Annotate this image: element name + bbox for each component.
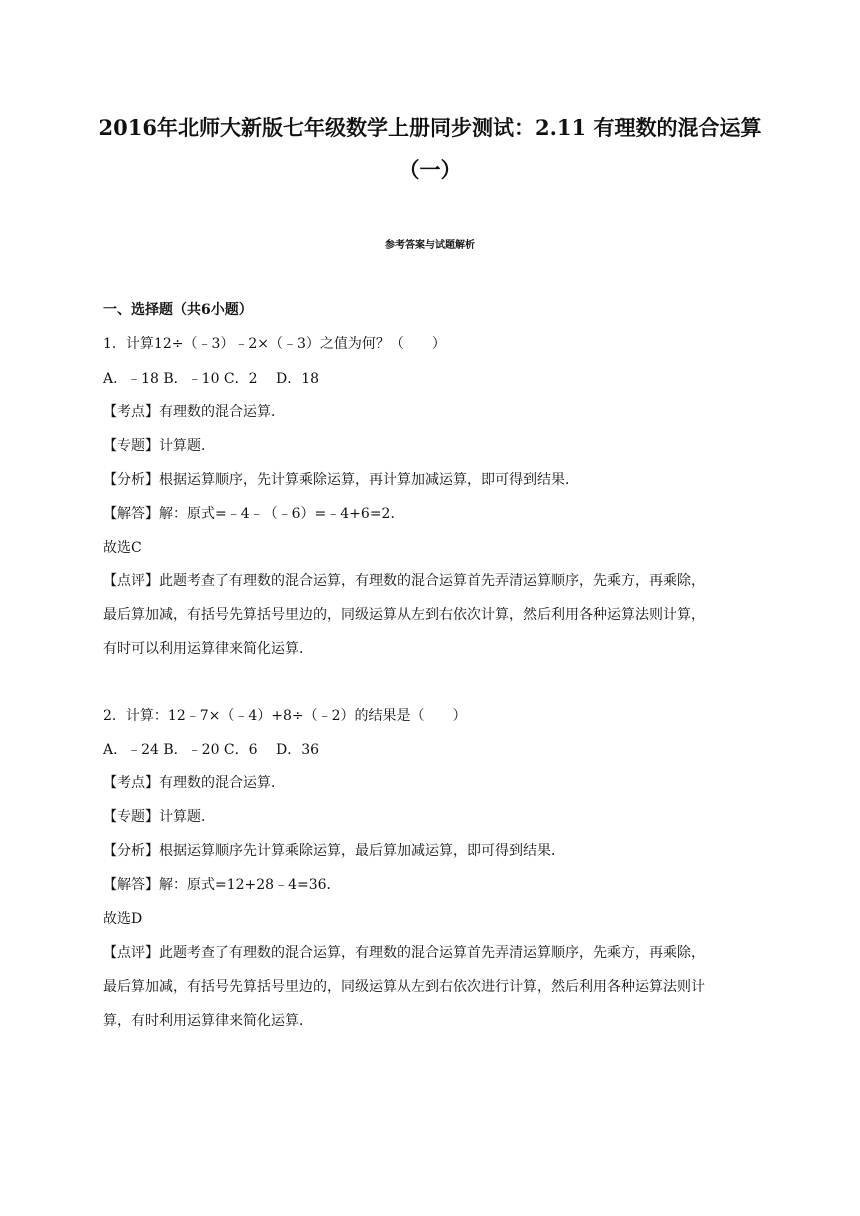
q1-dianping-line2: 最后算加减，有括号先算括号里边的，同级运算从左到右依次计算，然后利用各种运算法则计算， <box>103 607 705 623</box>
document-title-line2: （一） <box>398 157 462 182</box>
q2-zhuanti: 【专题】计算题． <box>103 809 215 825</box>
q1-options: A．﹣18 B．﹣10 C．2 D．18 <box>103 371 320 387</box>
q1-dianping-line1: 【点评】此题考查了有理数的混合运算，有理数的混合运算首先弄清运算顺序，先乘方，再乘除， <box>103 573 705 589</box>
q2-answer: 故选D <box>103 911 143 927</box>
q1-kaodian: 【考点】有理数的混合运算． <box>103 404 285 420</box>
q2-dianping-line3: 算，有时利用运算律来简化运算． <box>103 1013 313 1029</box>
document-subtitle: 参考答案与试题解析 <box>385 240 475 251</box>
document-title-line1: 2016年北师大新版七年级数学上册同步测试：2.11 有理数的混合运算 <box>98 115 762 140</box>
q1-stem: 1．计算12÷（﹣3）﹣2×（﹣3）之值为何？（ ） <box>103 336 446 352</box>
q2-dianping-line2: 最后算加减，有括号先算括号里边的，同级运算从左到右依次进行计算，然后利用各种运算法则计 <box>103 979 705 995</box>
q1-dianping-line3: 有时可以利用运算律来简化运算． <box>103 641 313 657</box>
q1-jieda: 【解答】解：原式=﹣4﹣（﹣6）=﹣4+6=2． <box>103 506 405 522</box>
q2-kaodian: 【考点】有理数的混合运算． <box>103 775 285 791</box>
section-heading: 一、选择题（共6小题） <box>103 302 253 318</box>
q1-zhuanti: 【专题】计算题． <box>103 438 215 454</box>
q2-options: A．﹣24 B．﹣20 C．6 D．36 <box>103 742 320 758</box>
q2-stem: 2．计算：12﹣7×（﹣4）+8÷（﹣2）的结果是（ ） <box>103 708 467 724</box>
q1-answer: 故选C <box>103 540 142 556</box>
q2-dianping-line1: 【点评】此题考查了有理数的混合运算，有理数的混合运算首先弄清运算顺序，先乘方，再乘除， <box>103 945 705 961</box>
q2-fenxi: 【分析】根据运算顺序先计算乘除运算，最后算加减运算，即可得到结果． <box>103 843 565 859</box>
q1-fenxi: 【分析】根据运算顺序，先计算乘除运算，再计算加减运算，即可得到结果． <box>103 472 579 488</box>
q2-jieda: 【解答】解：原式=12+28﹣4=36． <box>103 877 341 893</box>
